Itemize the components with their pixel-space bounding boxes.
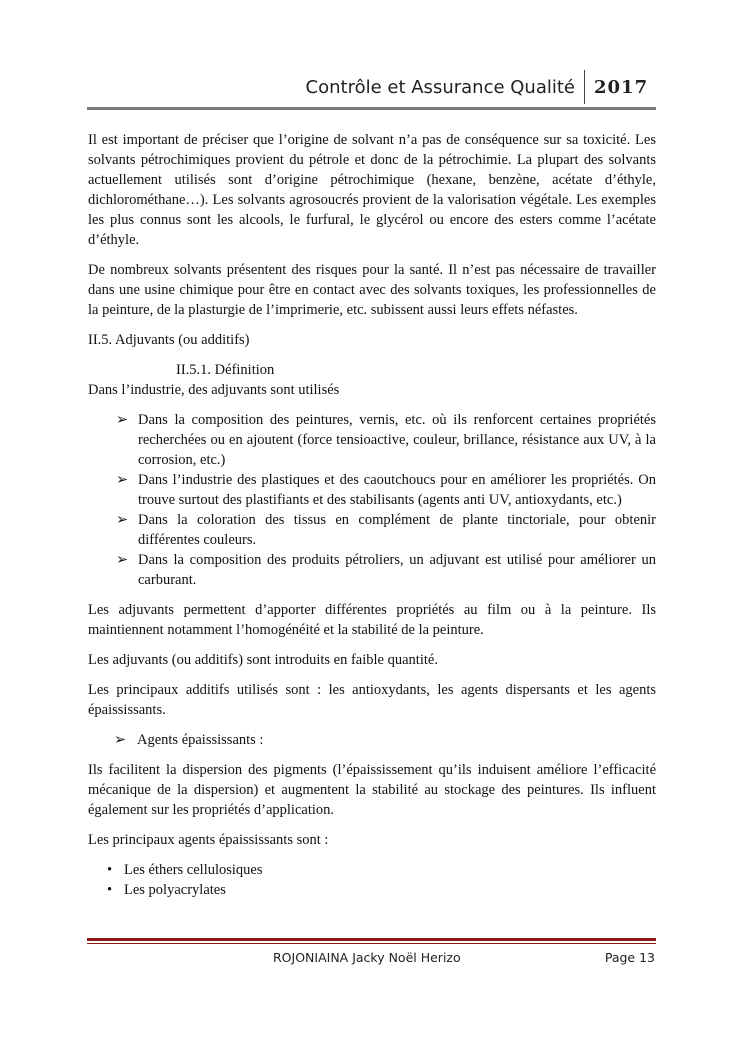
agents-heading-text: Agents épaississants : — [136, 732, 264, 748]
arrow-bullet-icon: ➢ — [116, 472, 129, 488]
header-separator — [584, 70, 585, 104]
document-year: 2017 — [594, 77, 649, 98]
agents-heading — [88, 730, 656, 750]
footer-author: ROJONIAINA Jacky Noël Herizo — [273, 950, 461, 965]
document-title: Contrôle et Assurance Qualité — [305, 77, 575, 98]
list-item: • Les éthers cellulosiques — [124, 860, 656, 880]
page-body — [88, 130, 656, 900]
list-item-text: Dans l’industrie des plastiques et des caoutchoucs pour en améliorer les propriétés. On trouve surtout des plastifiants et des stabilisants (agents anti UV, antioxydants, etc.) — [138, 472, 656, 508]
header-rule — [87, 107, 656, 110]
section-heading: II.5. Adjuvants (ou additifs) — [88, 332, 250, 348]
list-item — [116, 410, 656, 470]
usage-list — [88, 410, 656, 590]
list-item — [116, 550, 656, 590]
usage-intro: Dans l’industrie, des adjuvants sont utilisés — [88, 382, 340, 398]
footer-rule-thin — [87, 943, 656, 944]
page-number: Page 13 — [604, 950, 655, 965]
list-item: • Les polyacrylates — [124, 880, 656, 900]
list-item-text: Dans la composition des peintures, vernis, etc. où ils renforcent certaines propriétés recherchées ou en ajoutent (force tensioactive, couleur, brillance, résistance aux UV, à la corrosion, etc.) — [138, 412, 656, 468]
paragraph-main-additives: Les principaux additifs utilisés sont : les antioxydants, les agents dispersants et les agents épaississants. — [88, 682, 656, 718]
list-item-text: Dans la coloration des tissus en complément de plante tinctoriale, pour obtenir différentes couleurs. — [138, 512, 656, 548]
paragraph-adjuvant-properties: Les adjuvants permettent d’apporter différentes propriétés au film ou à la peinture. Ils maintiennent notamment l’homogénéité et la stabilité de la peinture. — [88, 602, 656, 638]
paragraph-thickeners-role: Ils facilitent la dispersion des pigments (l’épaississement qu’ils induisent améliore l’efficacité mécanique de la dispersion) et augmentent la stabilité au stockage des peintures. Ils influent également sur les propriétés d’application. — [88, 762, 656, 818]
paragraph-thickeners-intro: Les principaux agents épaississants sont : — [88, 832, 329, 848]
list-item — [116, 470, 656, 510]
paragraph-solvent-risks: De nombreux solvants présentent des risques pour la santé. Il n’est pas nécessaire de travailler dans une usine chimique pour être en contact avec des solvants toxiques, les professionnelles de la peinture, de la plasturgie de l’imprimerie, etc. subissent aussi leurs effets néfastes. — [88, 262, 656, 318]
arrow-bullet-icon: ➢ — [116, 552, 129, 568]
arrow-bullet-icon: ➢ — [116, 412, 129, 428]
thickener-list — [88, 860, 656, 900]
list-item-text: Dans la composition des produits pétroliers, un adjuvant est utilisé pour améliorer un carburant. — [138, 552, 656, 588]
subsection-heading: II.5.1. Définition — [176, 362, 275, 378]
footer-rule — [87, 938, 656, 941]
list-item — [116, 510, 656, 550]
arrow-bullet-icon: ➢ — [116, 512, 129, 528]
arrow-bullet-icon: ➢ — [114, 732, 127, 748]
paragraph-solvent-origin: Il est important de préciser que l’origine de solvant n’a pas de conséquence sur sa toxicité. Les solvants pétrochimiques provient du pétrole et donc de la pétrochimie. La plupart des solvants actuellement utilisés sont d’origine pétrochimique (hexane, benzène, acétate d’éthyle, dichlorométhane…). Les solvants agrosoucrés provient de la valorisation végétale. Les exemples les plus connus sont les alcools, le furfural, le glycérol ou encore des esters comme l’acétate d’éthyle. — [88, 132, 656, 248]
paragraph-adjuvant-quantity: Les adjuvants (ou additifs) sont introduits en faible quantité. — [88, 652, 438, 668]
